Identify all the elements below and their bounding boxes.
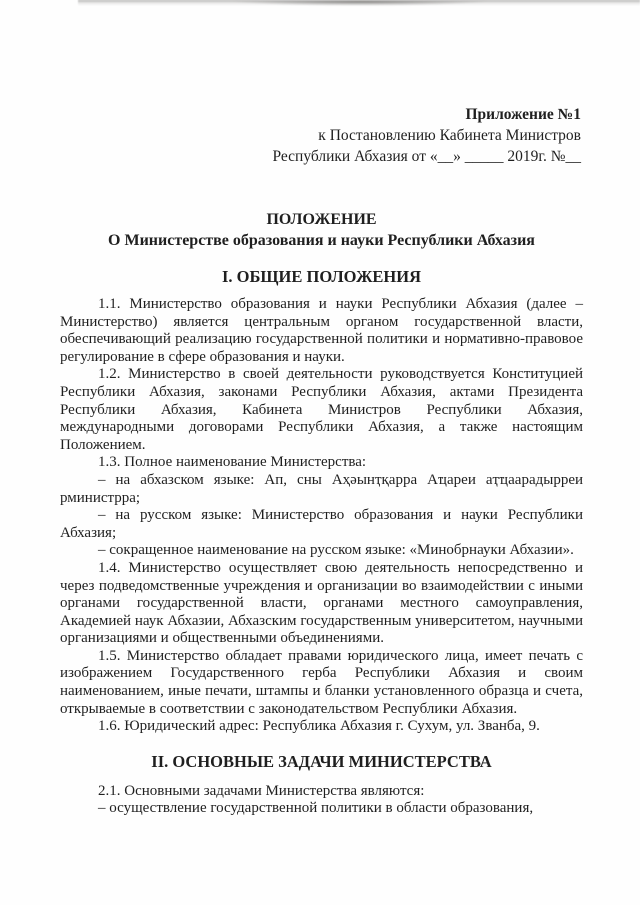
- paragraph-2-1: 2.1. Основными задачами Министерства являются:: [98, 782, 425, 799]
- document-title-line-2: О Министерстве образования и науки Республики Абхазия: [108, 232, 535, 249]
- annex-line-1: Приложение №1: [465, 106, 581, 123]
- document-title-line-1: ПОЛОЖЕНИЕ: [266, 211, 377, 228]
- annex-header: [60, 104, 583, 167]
- document-title: [60, 209, 583, 251]
- section-2-body: [60, 783, 583, 818]
- annex-line-3: Республики Абхазия от «__» _____ 2019г. №__: [272, 148, 581, 165]
- annex-line-2: к Постановлению Кабинета Министров: [318, 127, 581, 144]
- list-item-abkhazian-name: – на абхазском языке: Ап, сны Аҳәынҭқарра Аҵареи аҭҵаарадырреи рминистрра;: [60, 471, 583, 506]
- section-heading-2: II. ОСНОВНЫЕ ЗАДАЧИ МИНИСТЕРСТВА: [151, 751, 492, 771]
- scan-artifact: [230, 1, 490, 6]
- section-heading-1: I. ОБЩИЕ ПОЛОЖЕНИЯ: [222, 267, 421, 286]
- list-item-short-name: – сокращенное наименование на русском языке: «Минобрнауки Абхазии».: [98, 542, 574, 559]
- list-item-russian-name: – на русском языке: Министерство образования и науки Республики Абхазия;: [60, 507, 583, 541]
- paragraph-1-4: 1.4. Министерство осуществляет свою деятельность непосредственно и через подведомственные учреждения и организации во взаимодействии с иными органами государственной власти, органами местного самоуправления, Академией наук Абхазии, Абхазским государственным университетом, научными организациями и общественными объединениями.: [60, 559, 583, 647]
- section-1-body: [60, 296, 583, 736]
- list-item-task-education: – осуществление государственной политики в области образования,: [98, 800, 534, 817]
- paragraph-1-3: 1.3. Полное наименование Министерства:: [98, 454, 367, 471]
- paragraph-1-2: 1.2. Министерство в своей деятельности руководствуется Конституцией Республики Абхазия, законами Республики Абхазия, актами Президента Республики Абхазия, Кабинета Министров Республики Абхазия, международными договорами Республики Абхазия, а также настоящим Положением.: [60, 366, 583, 453]
- paragraph-1-5: 1.5. Министерство обладает правами юридического лица, имеет печать с изображением Государственного герба Республики Абхазия и своим наименованием, иные печати, штампы и бланки установленного образца и счета, открываемые в соответствии с законодательством Республики Абхазия.: [60, 647, 583, 717]
- paragraph-1-1: 1.1. Министерство образования и науки Республики Абхазия (далее – Министерство) является центральным органом государственной власти, обеспечивающий реализацию государственной политики и нормативно-правовое регулирование в сфере образования и науки.: [60, 296, 583, 365]
- paragraph-1-6: 1.6. Юридический адрес: Республика Абхазия г. Сухум, ул. Званба, 9.: [98, 718, 540, 735]
